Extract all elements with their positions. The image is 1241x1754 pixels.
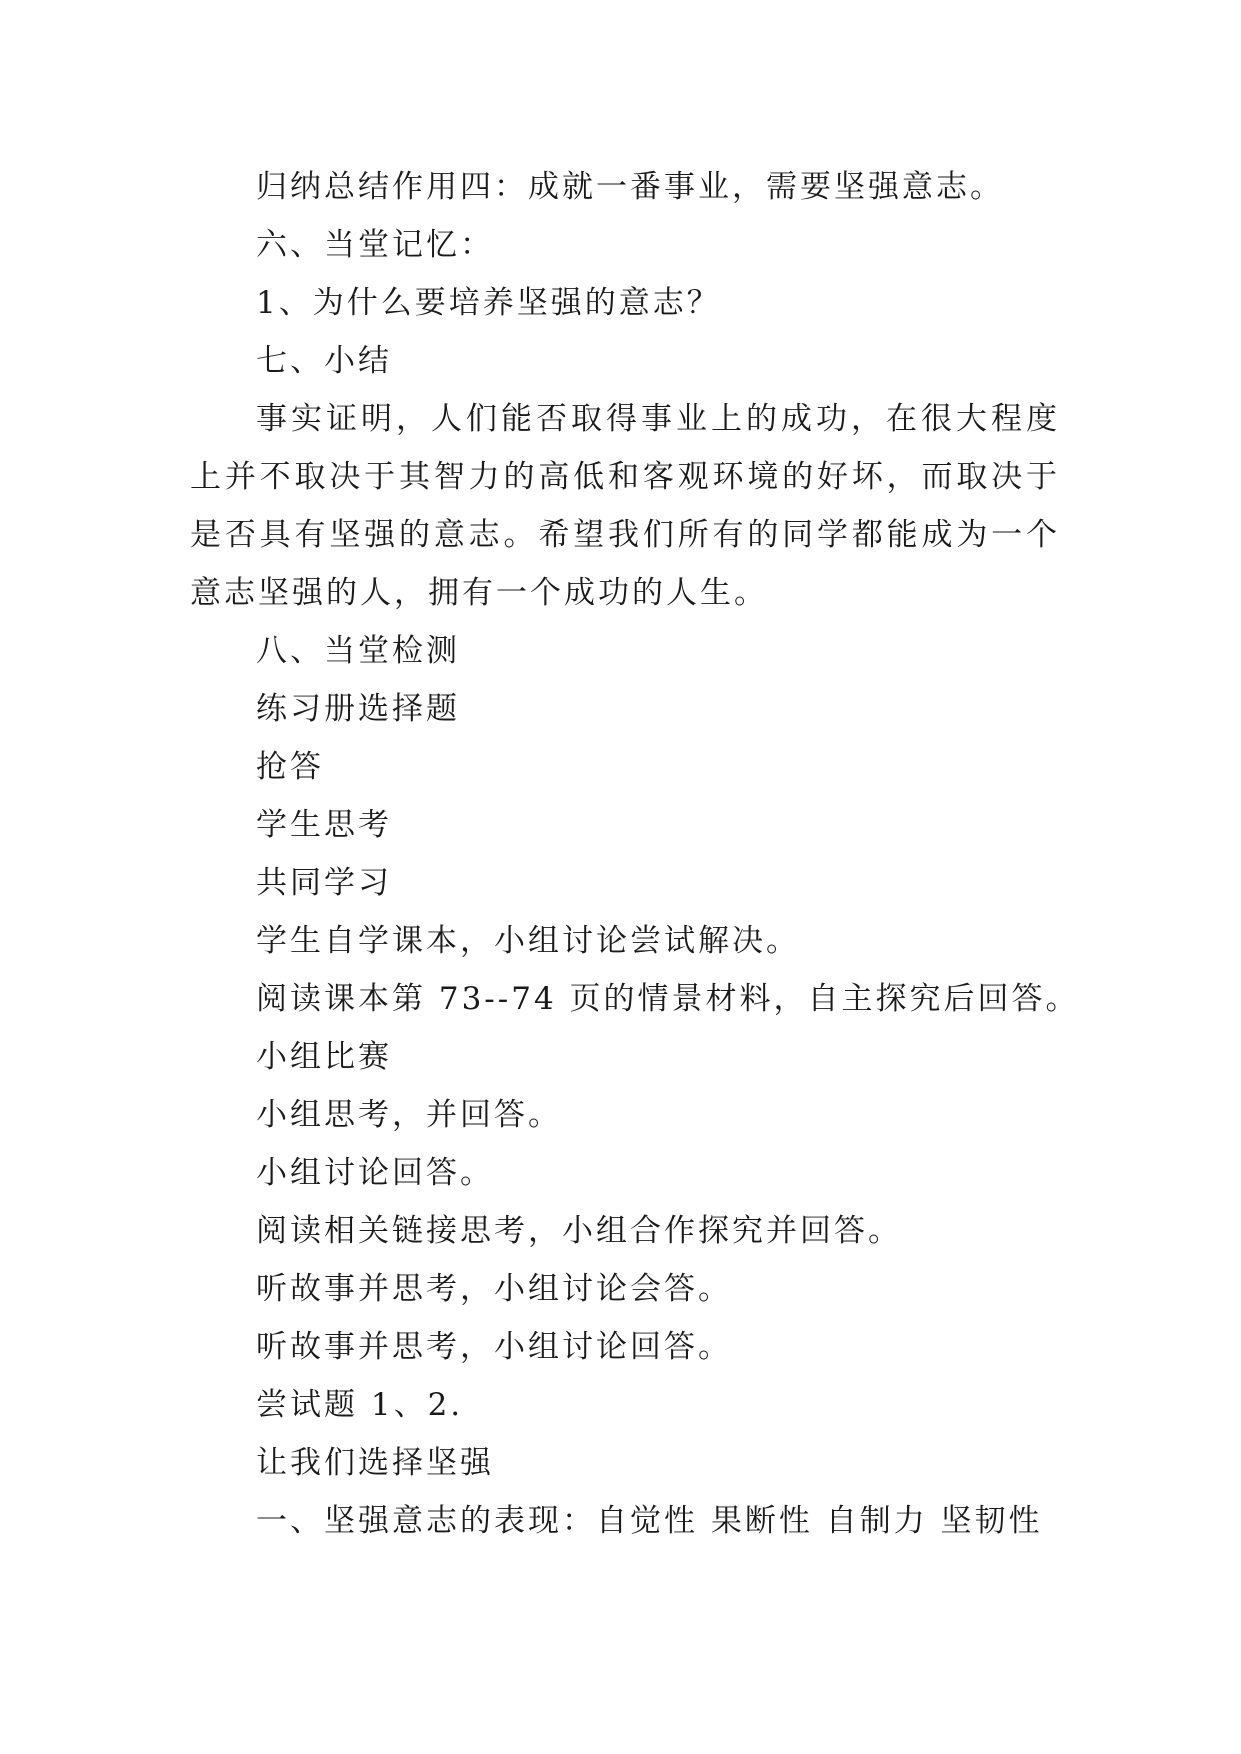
text-line: 小组讨论回答。 [256,1155,494,1191]
heading-section-eight: 八、当堂检测 [256,633,460,669]
text-line-question-one: 1、为什么要培养坚强的意志？ [256,285,721,321]
text-line: 听故事并思考，小组讨论回答。 [256,1329,732,1365]
text-line: 阅读相关链接思考，小组合作探究并回答。 [256,1213,902,1249]
text-line: 抢答 [256,749,324,785]
document-page [190,158,1080,1550]
summary-paragraph: 事实证明，人们能否取得事业上的成功，在很大程度上并不取决于其智力的高低和客观环境的好坏，而取决于是否具有坚强的意志。希望我们所有的同学都能成为一个意志坚强的人，拥有一个成功的人生。 [190,401,1060,611]
text-line: 练习册选择题 [256,691,460,727]
text-line: 小组比赛 [256,1039,392,1075]
text-line-manifestations: 一、坚强意志的表现：自觉性 果断性 自制力 坚韧性 [256,1503,1043,1539]
text-line: 学生自学课本，小组讨论尝试解决。 [256,923,800,959]
text-line: 阅读课本第 73--74 页的情景材料，自主探究后回答。 [256,981,1080,1017]
heading-section-six: 六、当堂记忆： [256,227,494,263]
text-line: 学生思考 [256,807,392,843]
text-line: 听故事并思考，小组讨论会答。 [256,1271,732,1307]
heading-section-seven: 七、小结 [256,343,392,379]
text-line: 共同学习 [256,865,392,901]
text-line: 小组思考，并回答。 [256,1097,562,1133]
text-line: 尝试题 1、2. [256,1387,464,1423]
text-line-summary-four: 归纳总结作用四：成就一番事业，需要坚强意志。 [256,169,1004,205]
text-line: 让我们选择坚强 [256,1445,494,1481]
